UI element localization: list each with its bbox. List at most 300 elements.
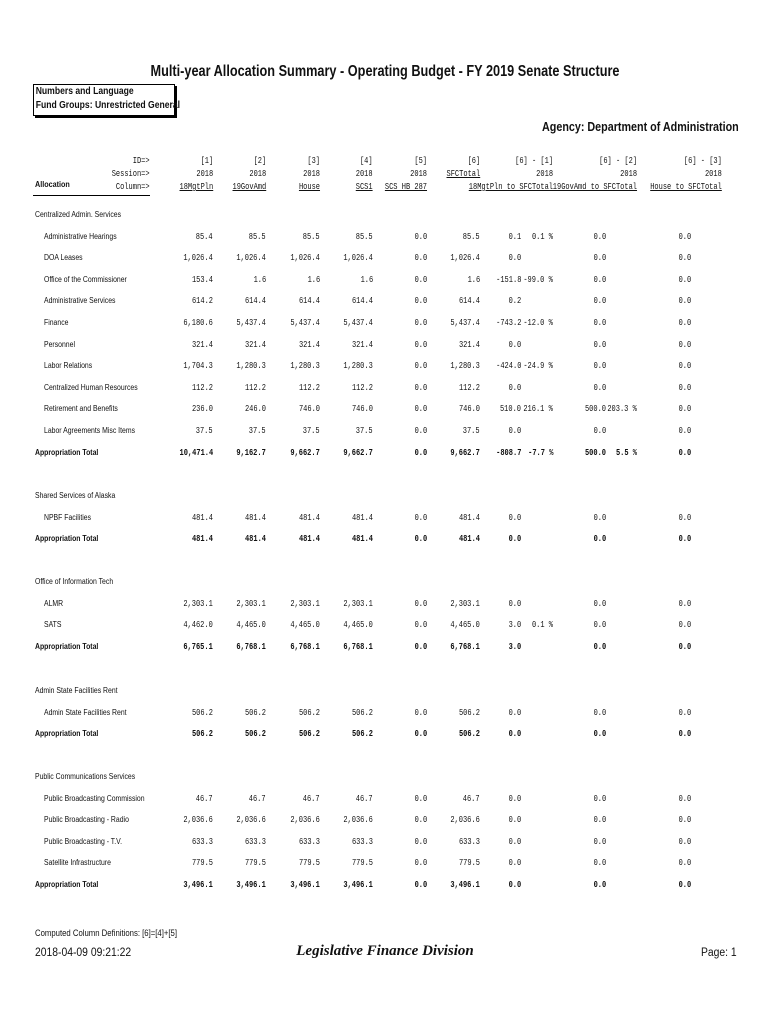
diff-cell: 0.0 [593, 793, 606, 804]
header-row-labels [112, 155, 150, 194]
allocation-row [0, 232, 770, 244]
value-cell: 112.2 [191, 382, 213, 393]
diff-cell: 0.0 [678, 729, 691, 740]
diff-cell: 0.0 [678, 447, 691, 458]
diff-cell: 0.0 [593, 534, 606, 545]
value-cell: 0.0 [414, 858, 427, 869]
value-cell: 0.0 [414, 447, 427, 458]
section-name: Admin State Facilities Rent [35, 686, 118, 695]
value-cell: 112.2 [298, 382, 320, 393]
diff-cell: -424.0 [495, 361, 521, 372]
allocation-row [0, 794, 770, 806]
value-cell: 1.6 [307, 274, 320, 285]
value-cell: 3,496.1 [236, 879, 266, 890]
diff-cell: 0.0 [508, 836, 521, 847]
timestamp: 2018-04-09 09:21:22 [35, 947, 132, 959]
diff-cell: 0.2 [508, 296, 521, 307]
diff-cell: 0.0 [593, 598, 606, 609]
value-cell: 1,280.3 [450, 361, 480, 372]
value-cell: 4,462.0 [183, 620, 213, 631]
diff-cell: 0.0 [593, 361, 606, 372]
diff-cell: -743.2 [495, 317, 521, 328]
value-cell: 37.5 [196, 425, 213, 436]
appropriation-total-row [0, 642, 770, 654]
value-cell: 85.5 [463, 231, 480, 242]
diff-cell: 0.0 [593, 425, 606, 436]
diff-cell: 0.0 [678, 361, 691, 372]
diff-cell: 0.0 [678, 707, 691, 718]
value-cell: 481.4 [351, 534, 373, 545]
diff-cell: 0.0 [593, 317, 606, 328]
value-cell: 0.0 [414, 815, 427, 826]
header-column [179, 155, 213, 194]
value-cell: 614.4 [244, 296, 266, 307]
allocation-row [0, 361, 770, 373]
value-cell: 9,662.7 [343, 447, 373, 458]
value-cell: 481.4 [244, 512, 266, 523]
section-header [0, 772, 770, 784]
value-cell: 0.0 [414, 879, 427, 890]
value-cell: 779.5 [244, 858, 266, 869]
value-cell: 1.6 [360, 274, 373, 285]
value-cell: 0.0 [414, 425, 427, 436]
diff-cell: 0.0 [508, 382, 521, 393]
value-cell: 5,437.4 [236, 317, 266, 328]
value-cell: 1,026.4 [183, 253, 213, 264]
value-cell: 506.2 [351, 707, 373, 718]
pct-cell: 203.3 % [607, 404, 637, 415]
value-cell: 10,471.4 [179, 447, 213, 458]
diff-cell: 0.0 [678, 425, 691, 436]
value-cell: 506.2 [298, 707, 320, 718]
allocation-label: Personnel [44, 339, 75, 349]
value-cell: 779.5 [191, 858, 213, 869]
diff-cell: 0.0 [678, 858, 691, 869]
value-cell: 46.7 [196, 793, 213, 804]
diff-cell: 500.0 [584, 447, 606, 458]
value-cell: 1,280.3 [236, 361, 266, 372]
diff-cell: 0.1 [508, 231, 521, 242]
value-cell: 1,026.4 [236, 253, 266, 264]
value-cell: 506.2 [351, 729, 373, 740]
header-column-session: 2018 [303, 169, 320, 179]
value-cell: 46.7 [303, 793, 320, 804]
header-column-name: 19GovAmd [232, 182, 266, 192]
header-column [356, 155, 373, 194]
pct-cell: -99.0 % [523, 274, 553, 285]
section-header [0, 686, 770, 698]
total-label: Appropriation Total [35, 641, 99, 651]
diff-cell: 3.0 [508, 620, 521, 631]
value-cell: 506.2 [191, 707, 213, 718]
diff-cell: -151.8 [495, 274, 521, 285]
diff-cell: 0.0 [593, 274, 606, 285]
value-cell: 9,162.7 [236, 447, 266, 458]
value-cell: 2,036.6 [290, 815, 320, 826]
allocation-label: Finance [44, 317, 69, 327]
value-cell: 4,465.0 [450, 620, 480, 631]
header-column-name: SFCTotal [446, 169, 480, 179]
value-cell: 85.5 [303, 231, 320, 242]
value-cell: 1.6 [253, 274, 266, 285]
value-cell: 633.3 [298, 836, 320, 847]
allocation-label: Administrative Services [44, 296, 116, 306]
header-column-name: 19GovAmd to SFCTotal [552, 182, 637, 192]
value-cell: 5,437.4 [343, 317, 373, 328]
value-cell: 506.2 [458, 729, 480, 740]
allocation-label: Public Broadcasting - T.V. [44, 836, 123, 846]
value-cell: 481.4 [298, 512, 320, 523]
header-column-session: 2018 [705, 169, 722, 179]
value-cell: 321.4 [458, 339, 480, 350]
diff-cell: 0.0 [593, 339, 606, 350]
allocation-row [0, 318, 770, 330]
value-cell: 481.4 [458, 512, 480, 523]
total-label: Appropriation Total [35, 729, 99, 739]
value-cell: 0.0 [414, 729, 427, 740]
pct-cell: -24.9 % [523, 361, 553, 372]
value-cell: 46.7 [463, 793, 480, 804]
allocation-row [0, 404, 770, 416]
diff-cell: 510.0 [499, 404, 521, 415]
diff-cell: 0.0 [678, 512, 691, 523]
value-cell: 4,465.0 [290, 620, 320, 631]
value-cell: 3,496.1 [343, 879, 373, 890]
diff-cell: 0.0 [678, 296, 691, 307]
header-column-id: [6] - [3] [684, 156, 722, 166]
value-cell: 321.4 [298, 339, 320, 350]
value-cell: 37.5 [463, 425, 480, 436]
diff-cell: 0.0 [593, 879, 606, 890]
diff-cell: 0.0 [593, 729, 606, 740]
diff-cell: 500.0 [584, 404, 606, 415]
value-cell: 6,768.1 [450, 641, 480, 652]
header-column-session: 2018 [196, 169, 213, 179]
diff-cell: 0.0 [593, 382, 606, 393]
value-cell: 1,026.4 [450, 253, 480, 264]
value-cell: 0.0 [414, 339, 427, 350]
allocation-label: Retirement and Benefits [44, 404, 118, 414]
value-cell: 3,496.1 [183, 879, 213, 890]
diff-cell: 0.0 [593, 620, 606, 631]
value-cell: 0.0 [414, 361, 427, 372]
value-cell: 481.4 [191, 534, 213, 545]
value-cell: 633.3 [351, 836, 373, 847]
value-cell: 633.3 [191, 836, 213, 847]
diff-cell: 0.0 [678, 382, 691, 393]
value-cell: 2,303.1 [343, 598, 373, 609]
value-cell: 2,036.6 [343, 815, 373, 826]
diff-cell: 0.0 [508, 879, 521, 890]
value-cell: 2,303.1 [290, 598, 320, 609]
value-cell: 46.7 [249, 793, 266, 804]
value-cell: 85.5 [356, 231, 373, 242]
diff-cell: 0.0 [678, 253, 691, 264]
total-label: Appropriation Total [35, 879, 99, 889]
header-column-id: [6] - [2] [599, 156, 637, 166]
allocation-row [0, 275, 770, 287]
diff-cell: 3.0 [508, 641, 521, 652]
appropriation-total-row [0, 534, 770, 546]
diff-cell: 0.0 [678, 641, 691, 652]
allocation-label: Admin State Facilities Rent [44, 707, 127, 717]
value-cell: 0.0 [414, 382, 427, 393]
diff-cell: 0.0 [593, 858, 606, 869]
header-column-id: [1] [200, 156, 213, 166]
total-label: Appropriation Total [35, 534, 99, 544]
header-column [650, 155, 722, 194]
value-cell: 4,465.0 [343, 620, 373, 631]
value-cell: 614.2 [191, 296, 213, 307]
filter-line-fund-groups: Fund Groups: Unrestricted General [35, 100, 181, 111]
allocation-row [0, 513, 770, 525]
pct-cell: -12.0 % [523, 317, 553, 328]
header-column-name: 18MgtPln [179, 182, 213, 192]
value-cell: 1,026.4 [290, 253, 320, 264]
value-cell: 37.5 [303, 425, 320, 436]
allocation-row [0, 383, 770, 395]
appropriation-total-row [0, 729, 770, 741]
pct-cell: 0.1 % [531, 231, 553, 242]
pct-cell: -7.7 % [527, 447, 553, 458]
diff-cell: 0.0 [593, 231, 606, 242]
value-cell: 85.4 [196, 231, 213, 242]
diff-cell: 0.0 [508, 729, 521, 740]
value-cell: 0.0 [414, 231, 427, 242]
value-cell: 506.2 [244, 707, 266, 718]
allocation-label: Office of the Commissioner [44, 274, 127, 284]
diff-cell: 0.0 [508, 707, 521, 718]
diff-cell: 0.0 [508, 339, 521, 350]
diff-cell: 0.0 [678, 534, 691, 545]
value-cell: 3,496.1 [290, 879, 320, 890]
value-cell: 0.0 [414, 534, 427, 545]
diff-cell: 0.0 [508, 793, 521, 804]
header-column-session: 2018 [536, 169, 553, 179]
section-name: Public Communications Services [35, 772, 136, 781]
header-column-session: 2018 [410, 169, 427, 179]
value-cell: 6,180.6 [183, 317, 213, 328]
diff-cell: 0.0 [508, 253, 521, 264]
header-column-name: 18MgtPln to SFCTotal [468, 182, 553, 192]
diff-cell: 0.0 [508, 815, 521, 826]
diff-cell: 0.0 [593, 836, 606, 847]
diff-cell: 0.0 [508, 425, 521, 436]
allocation-row [0, 858, 770, 870]
value-cell: 614.4 [298, 296, 320, 307]
header-column-id: [6] [467, 156, 480, 166]
value-cell: 9,662.7 [450, 447, 480, 458]
section-header [0, 491, 770, 503]
header-column-name: SCS1 [356, 182, 373, 192]
value-cell: 2,036.6 [183, 815, 213, 826]
header-column-id: [3] [307, 156, 320, 166]
value-cell: 6,768.1 [290, 641, 320, 652]
value-cell: 37.5 [249, 425, 266, 436]
value-cell: 9,662.7 [290, 447, 320, 458]
value-cell: 321.4 [351, 339, 373, 350]
value-cell: 506.2 [458, 707, 480, 718]
diff-cell: 0.0 [678, 339, 691, 350]
value-cell: 506.2 [244, 729, 266, 740]
value-cell: 0.0 [414, 512, 427, 523]
allocation-row [0, 296, 770, 308]
page-number: Page: 1 [701, 947, 737, 959]
value-cell: 6,768.1 [236, 641, 266, 652]
value-cell: 246.0 [244, 404, 266, 415]
diff-cell: 0.0 [593, 253, 606, 264]
value-cell: 2,303.1 [183, 598, 213, 609]
value-cell: 1,704.3 [183, 361, 213, 372]
header-column-id: [5] [414, 156, 427, 166]
diff-cell: 0.0 [593, 296, 606, 307]
header-column [299, 155, 320, 194]
allocation-label: NPBF Facilities [44, 512, 92, 522]
allocation-label: Centralized Human Resources [44, 382, 138, 392]
value-cell: 481.4 [351, 512, 373, 523]
allocation-label: Labor Relations [44, 361, 93, 371]
report-title: Multi-year Allocation Summary - Operating Budget - FY 2019 Senate Structure [150, 63, 620, 80]
value-cell: 633.3 [458, 836, 480, 847]
allocation-label: DOA Leases [44, 253, 83, 263]
value-cell: 481.4 [244, 534, 266, 545]
value-cell: 0.0 [414, 707, 427, 718]
value-cell: 0.0 [414, 253, 427, 264]
value-cell: 153.4 [191, 274, 213, 285]
value-cell: 1.6 [467, 274, 480, 285]
diff-cell: 0.0 [508, 858, 521, 869]
allocation-header: Allocation [35, 180, 70, 189]
diff-cell: 0.0 [593, 641, 606, 652]
value-cell: 633.3 [244, 836, 266, 847]
value-cell: 321.4 [191, 339, 213, 350]
value-cell: 746.0 [458, 404, 480, 415]
value-cell: 85.5 [249, 231, 266, 242]
value-cell: 746.0 [351, 404, 373, 415]
value-cell: 481.4 [298, 534, 320, 545]
value-cell: 0.0 [414, 296, 427, 307]
value-cell: 112.2 [351, 382, 373, 393]
diff-cell: 0.0 [678, 793, 691, 804]
appropriation-total-row [0, 448, 770, 460]
pct-cell: 216.1 % [523, 404, 553, 415]
appropriation-total-row [0, 880, 770, 892]
filter-line-numbers: Numbers and Language [35, 86, 134, 97]
value-cell: 2,036.6 [450, 815, 480, 826]
header-column [553, 155, 637, 194]
value-cell: 506.2 [298, 729, 320, 740]
allocation-underline [33, 195, 150, 196]
value-cell: 6,765.1 [183, 641, 213, 652]
pct-cell: 5.5 % [615, 447, 637, 458]
value-cell: 46.7 [356, 793, 373, 804]
total-label: Appropriation Total [35, 447, 99, 457]
allocation-row [0, 599, 770, 611]
value-cell: 37.5 [356, 425, 373, 436]
pct-cell: 0.1 % [531, 620, 553, 631]
diff-cell: 0.0 [593, 512, 606, 523]
value-cell: 3,496.1 [450, 879, 480, 890]
diff-cell: 0.0 [593, 815, 606, 826]
allocation-row [0, 815, 770, 827]
allocation-row [0, 426, 770, 438]
diff-cell: 0.0 [678, 404, 691, 415]
diff-cell: 0.0 [678, 231, 691, 242]
value-cell: 0.0 [414, 317, 427, 328]
header-column [232, 155, 266, 194]
value-cell: 321.4 [244, 339, 266, 350]
header-column-name: House to SFCTotal [650, 182, 722, 192]
diff-cell: 0.0 [678, 620, 691, 631]
value-cell: 6,768.1 [343, 641, 373, 652]
allocation-label: SATS [44, 620, 62, 630]
allocation-label: Public Broadcasting Commission [44, 793, 145, 803]
value-cell: 614.4 [351, 296, 373, 307]
diff-cell: 0.0 [508, 534, 521, 545]
header-column-session: 2018 [356, 169, 373, 179]
allocation-row [0, 340, 770, 352]
value-cell: 1,280.3 [343, 361, 373, 372]
diff-cell: -808.7 [495, 447, 521, 458]
diff-cell: 0.0 [593, 707, 606, 718]
header-column-session: 2018 [249, 169, 266, 179]
section-name: Centralized Admin. Services [35, 210, 122, 219]
diff-cell: 0.0 [508, 598, 521, 609]
section-header [0, 210, 770, 222]
allocation-row [0, 253, 770, 265]
value-cell: 112.2 [244, 382, 266, 393]
value-cell: 236.0 [191, 404, 213, 415]
allocation-row [0, 708, 770, 720]
header-row-label: ID=> [133, 156, 150, 166]
value-cell: 2,303.1 [236, 598, 266, 609]
value-cell: 481.4 [458, 534, 480, 545]
value-cell: 0.0 [414, 404, 427, 415]
value-cell: 5,437.4 [450, 317, 480, 328]
allocation-label: Administrative Hearings [44, 231, 117, 241]
value-cell: 614.4 [458, 296, 480, 307]
division-signature: Legislative Finance Division [296, 943, 474, 959]
section-name: Shared Services of Alaska [35, 491, 116, 500]
value-cell: 0.0 [414, 641, 427, 652]
value-cell: 779.5 [298, 858, 320, 869]
value-cell: 0.0 [414, 620, 427, 631]
value-cell: 0.0 [414, 598, 427, 609]
diff-cell: 0.0 [678, 274, 691, 285]
value-cell: 1,026.4 [343, 253, 373, 264]
value-cell: 506.2 [191, 729, 213, 740]
header-column-id: [2] [253, 156, 266, 166]
value-cell: 779.5 [351, 858, 373, 869]
diff-cell: 0.0 [678, 836, 691, 847]
value-cell: 0.0 [414, 836, 427, 847]
diff-cell: 0.0 [678, 815, 691, 826]
value-cell: 746.0 [298, 404, 320, 415]
diff-cell: 0.0 [678, 598, 691, 609]
allocation-row [0, 620, 770, 632]
diff-cell: 0.0 [678, 317, 691, 328]
value-cell: 2,036.6 [236, 815, 266, 826]
diff-cell: 0.0 [508, 512, 521, 523]
allocation-label: Labor Agreements Misc Items [44, 425, 136, 435]
value-cell: 112.2 [458, 382, 480, 393]
value-cell: 5,437.4 [290, 317, 320, 328]
section-name: Office of Information Tech [35, 577, 114, 586]
header-column [385, 155, 427, 194]
header-column-id: [6] - [1] [515, 156, 553, 166]
value-cell: 4,465.0 [236, 620, 266, 631]
value-cell: 481.4 [191, 512, 213, 523]
